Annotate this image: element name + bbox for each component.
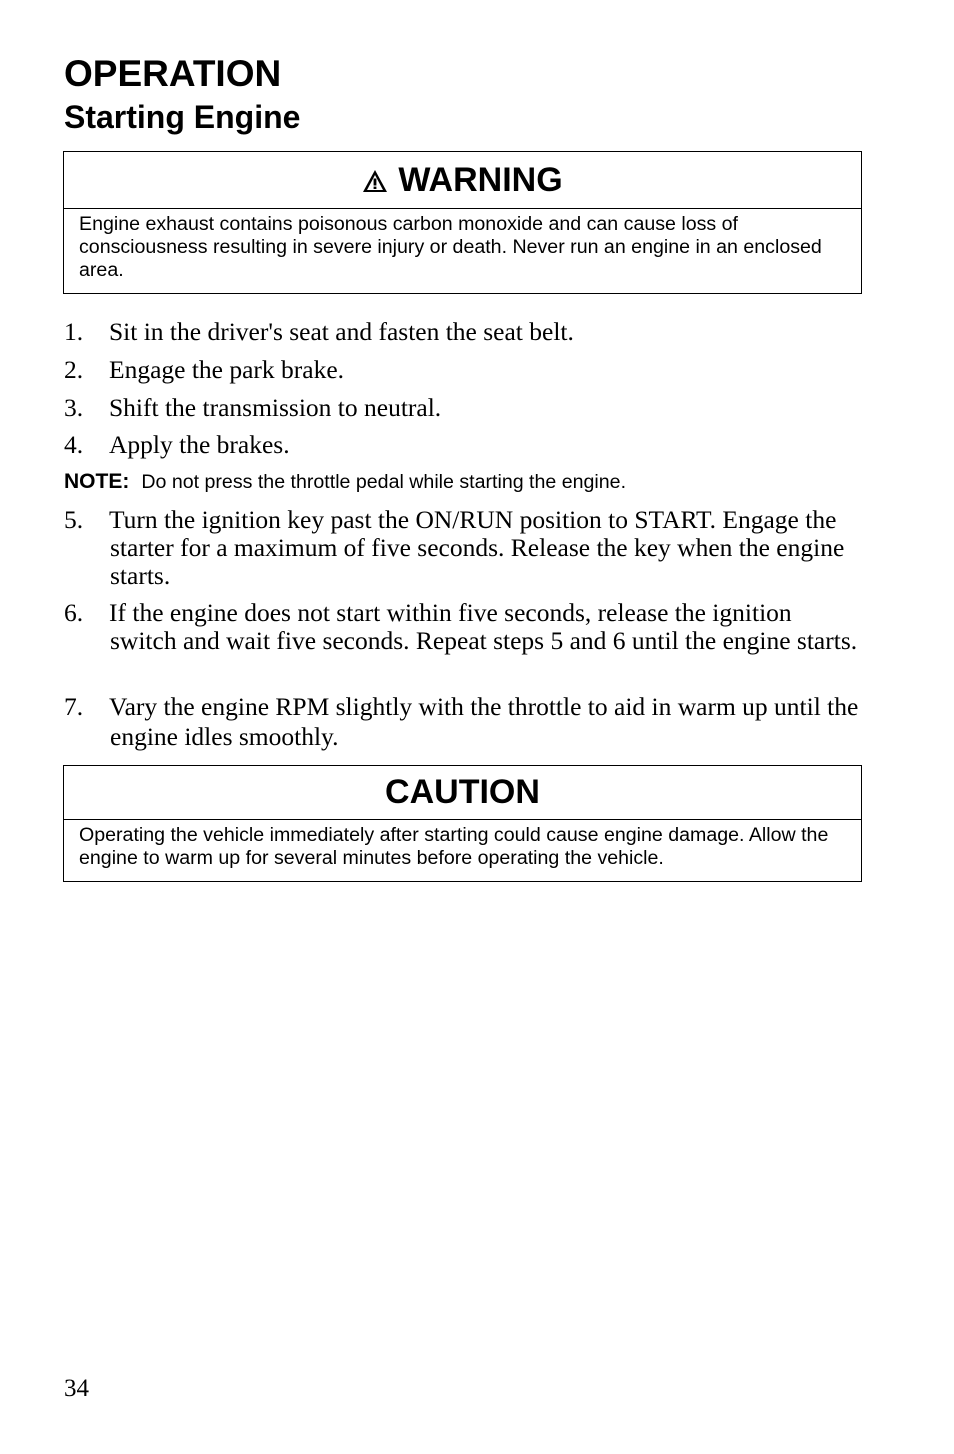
step-text: If the engine does not start within five seconds, release the ignition switch and wait five seconds. Repeat steps 5 and 6 until the engine starts. (109, 598, 858, 655)
step-text: Apply the brakes. (109, 430, 290, 459)
list-item (64, 692, 864, 752)
list-item (64, 394, 864, 422)
step-number: 6. (64, 598, 84, 627)
list-item (64, 506, 864, 590)
step-number: 7. (64, 692, 84, 721)
step-number: 3. (64, 393, 84, 422)
note (64, 468, 626, 496)
warning-box (63, 151, 862, 294)
step-text: Turn the ignition key past the ON/RUN position to START. Engage the starter for a maximum of five seconds. Release the key when the engine starts. (109, 505, 845, 590)
page-number: 34 (64, 1375, 89, 1402)
step-text: Vary the engine RPM slightly with the throttle to aid in warm up until the engine idles smoothly. (109, 692, 859, 751)
step-text: Engage the park brake. (109, 355, 345, 384)
step-text: Sit in the driver's seat and fasten the seat belt. (109, 317, 574, 346)
warning-triangle-icon (362, 169, 388, 193)
section-title: OPERATION (64, 53, 282, 94)
warning-text: Engine exhaust contains poisonous carbon monoxide and can cause loss of consciousness resulting in severe injury or death. Never run an engine in an enclosed area. (79, 213, 822, 281)
step-text: Shift the transmission to neutral. (109, 393, 442, 422)
list-item (64, 431, 864, 459)
page-title: Starting Engine (64, 99, 301, 135)
caution-title: CAUTION (385, 773, 540, 811)
step-number: 4. (64, 430, 84, 459)
note-text: Do not press the throttle pedal while starting the engine. (141, 471, 627, 493)
list-item (64, 318, 864, 346)
caution-text: Operating the vehicle immediately after starting could cause engine damage. Allow the engine to warm up for several minutes before operating the vehicle. (79, 824, 829, 869)
list-item (64, 599, 864, 655)
step-number: 2. (64, 355, 84, 384)
caution-box (63, 765, 862, 882)
list-item (64, 356, 864, 384)
step-number: 1. (64, 317, 84, 346)
note-label: NOTE: (64, 470, 130, 493)
warning-title: WARNING (398, 160, 563, 199)
caution-header (64, 766, 861, 820)
warning-header (64, 152, 861, 209)
step-number: 5. (64, 505, 84, 534)
